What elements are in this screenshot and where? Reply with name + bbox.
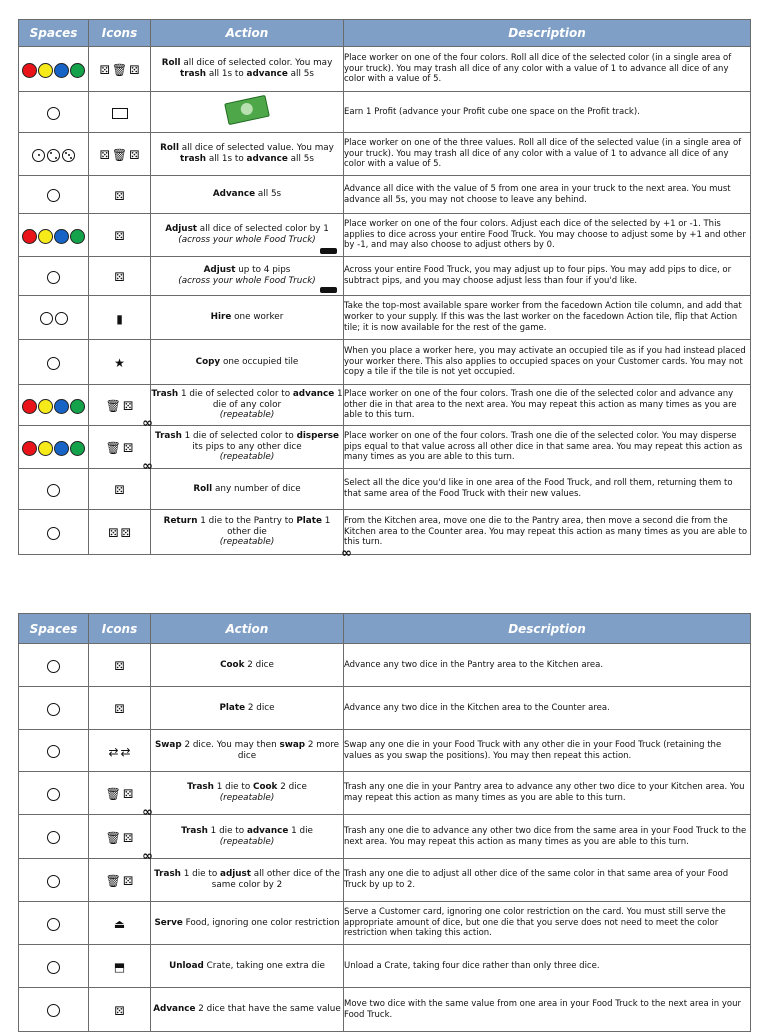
spaces-cell xyxy=(19,902,89,945)
red-space-icon xyxy=(22,229,37,244)
spaces-cell xyxy=(19,296,89,340)
icons-cell xyxy=(89,859,151,902)
red-space-icon xyxy=(22,63,37,78)
worker-icon: ▮ xyxy=(116,311,123,326)
table-row xyxy=(19,815,751,859)
advance-dice-icon: ⚄ xyxy=(129,63,140,77)
table-row xyxy=(19,687,751,730)
green-space-icon xyxy=(70,63,85,78)
icons-cell xyxy=(89,469,151,510)
table-row xyxy=(19,214,751,257)
disperse-die-icon: ⚄ xyxy=(122,441,134,455)
action-cell: Adjust all dice of selected color by 1 (across your whole Food Truck) xyxy=(151,214,344,257)
action-cell: Advance all 5s xyxy=(151,176,344,214)
die-value-3-icon xyxy=(62,149,75,162)
icons-cell xyxy=(89,257,151,296)
icons-cell xyxy=(89,902,151,945)
repeatable-infinity-icon: ∞ xyxy=(142,849,153,864)
icons-cell xyxy=(89,815,153,864)
header-action: Action xyxy=(151,20,344,47)
table-row xyxy=(19,945,751,988)
action-cell: Trash 1 die of selected color to disperse its pips to any other dice (repeatable) xyxy=(151,426,344,469)
repeatable-infinity-icon: ∞ xyxy=(142,805,153,820)
trash-icon: 🗑 xyxy=(111,148,128,162)
red-space-icon xyxy=(22,399,37,414)
action-cell: Swap 2 dice. You may then swap 2 more dice xyxy=(151,730,344,772)
icons-cell xyxy=(89,92,151,133)
advance-dice-icon: ⚄ xyxy=(114,1003,125,1018)
description-cell: Earn 1 Profit (advance your Profit cube one space on the Profit track). xyxy=(344,92,751,133)
adjust-die-icon: ⚄ xyxy=(114,270,125,284)
copy-star-icon: ★ xyxy=(114,356,125,370)
empty-space-icon xyxy=(55,312,68,325)
roll-dice-icon: ⚄ xyxy=(99,63,110,77)
empty-space-icon xyxy=(47,788,60,801)
action-cell: Roll any number of dice xyxy=(151,469,344,510)
description-cell: Place worker on one of the four colors. Roll all dice of the selected color (in a single area of your truck). You may trash all dice of any color with a value of 1 to advance all dice of any color with a value of 5. xyxy=(344,47,751,92)
spaces-cell xyxy=(19,772,89,815)
cook-dice-icon: ⚄ xyxy=(122,787,134,801)
icons-cell xyxy=(89,687,151,730)
action-cell: Trash 1 die to Cook 2 dice (repeatable) xyxy=(151,772,344,815)
description-cell: Place worker on one of the four colors. Adjust each dice of the selected by +1 or -1. This applies to dice across your entire Food Truck. You may choose to adjust some by +1 and other by -1, and may also choose to adjust others by 0. xyxy=(344,214,751,257)
action-cell: Advance 2 dice that have the same value xyxy=(151,988,344,1032)
empty-space-icon xyxy=(47,918,60,931)
table-row xyxy=(19,730,751,772)
die-value-2-icon xyxy=(47,149,60,162)
description-cell: Place worker on one of the four colors. Trash one die of the selected color and advance any other die in that area to the next area. You may repeat this action as many times as you are able to this turn. xyxy=(344,385,751,426)
action-cell: Serve Food, ignoring one color restriction xyxy=(151,902,344,945)
green-space-icon xyxy=(70,399,85,414)
header-icons: Icons xyxy=(89,20,151,47)
icons-cell xyxy=(89,47,151,92)
action-cell: Unload Crate, taking one extra die xyxy=(151,945,344,988)
trash-icon: 🗑 xyxy=(111,63,128,77)
action-cell: Trash 1 die to advance 1 die (repeatable) xyxy=(151,815,344,859)
table-row xyxy=(19,340,751,385)
spaces-cell xyxy=(19,340,89,385)
blue-space-icon xyxy=(54,399,69,414)
swap-dice-icon: ⇄ xyxy=(120,744,131,759)
spaces-cell xyxy=(19,687,89,730)
adjust-die-icon: ⚄ xyxy=(114,229,125,243)
adjust-die-icon: ⚄ xyxy=(122,874,134,888)
header-spaces: Spaces xyxy=(19,20,89,47)
spaces-cell xyxy=(19,92,89,133)
description-cell: Place worker on one of the four colors. Trash one die of the selected color. You may disperse pips equal to that value across all other dice in that same area. You may repeat this action as many times as you are able to this turn. xyxy=(344,426,751,469)
blue-space-icon xyxy=(54,229,69,244)
spaces-cell xyxy=(19,945,89,988)
action-reference-table-1 xyxy=(18,19,751,561)
empty-space-icon xyxy=(47,484,60,497)
cash-icon xyxy=(112,108,128,119)
roll-dice-icon: ⚄ xyxy=(99,148,110,162)
description-cell: Advance any two dice in the Pantry area to the Kitchen area. xyxy=(344,644,751,687)
icons-cell xyxy=(89,340,151,385)
action-cell xyxy=(151,92,344,133)
spaces-cell xyxy=(19,469,89,510)
empty-space-icon xyxy=(47,107,60,120)
action-cell: Copy one occupied tile xyxy=(151,340,344,385)
icons-cell xyxy=(89,730,151,772)
plate-die-icon: ⚄ xyxy=(120,526,131,540)
table-row xyxy=(19,859,751,902)
table-row xyxy=(19,772,751,815)
header-action: Action xyxy=(151,614,344,644)
blue-space-icon xyxy=(54,441,69,456)
action-cell: Return 1 die to the Pantry to Plate 1 other die (repeatable) ∞ xyxy=(151,510,344,555)
yellow-space-icon xyxy=(38,399,53,414)
green-space-icon xyxy=(70,229,85,244)
repeatable-infinity-icon: ∞ xyxy=(142,459,153,474)
icons-cell xyxy=(89,133,151,176)
icons-cell xyxy=(89,945,151,988)
trash-icon: 🗑 xyxy=(105,787,121,801)
description-cell: Advance all dice with the value of 5 from one area in your truck to the next area. You must advance all 5s, you may not choose to leave any behind. xyxy=(344,176,751,214)
table-row xyxy=(19,902,751,945)
spaces-cell xyxy=(19,257,89,296)
return-die-icon: ⚄ xyxy=(108,526,119,540)
trash-icon: 🗑 xyxy=(105,830,121,845)
empty-space-icon xyxy=(47,1004,60,1017)
cook-dice-icon: ⚄ xyxy=(114,659,125,673)
trash-icon: 🗑 xyxy=(105,399,121,413)
spaces-cell xyxy=(19,133,89,176)
yellow-space-icon xyxy=(38,441,53,456)
description-cell: Serve a Customer card, ignoring one color restriction on the card. You must still serve the appropriate amount of dice, but one die that you serve does not need to meet the color restriction when taking this action. xyxy=(344,902,751,945)
table-row xyxy=(19,296,751,340)
food-truck-icon xyxy=(320,287,337,293)
crate-icon: ⬒ xyxy=(113,960,126,974)
advance-dice-icon: ⚄ xyxy=(122,399,134,413)
money-icon xyxy=(224,95,270,125)
spaces-cell xyxy=(19,385,89,426)
header-description: Description xyxy=(344,20,751,47)
table-row xyxy=(19,92,751,133)
spaces-cell xyxy=(19,859,89,902)
description-cell: Advance any two dice in the Kitchen area to the Counter area. xyxy=(344,687,751,730)
plate-dice-icon: ⚄ xyxy=(114,702,125,716)
empty-space-icon xyxy=(47,660,60,673)
empty-space-icon xyxy=(47,831,60,844)
trash-icon: 🗑 xyxy=(105,874,121,888)
description-cell: Unload a Crate, taking four dice rather than only three dice. xyxy=(344,945,751,988)
action-reference-table-2 xyxy=(18,613,751,1032)
empty-space-icon xyxy=(47,357,60,370)
action-cell: Cook 2 dice xyxy=(151,644,344,687)
action-cell: Adjust up to 4 pips (across your whole Food Truck) xyxy=(151,257,344,296)
spaces-cell xyxy=(19,730,89,772)
description-cell: Trash any one die to adjust all other dice of the same color in that same area of your Food Truck by up to 2. xyxy=(344,859,751,902)
yellow-space-icon xyxy=(38,229,53,244)
action-cell: Roll all dice of selected value. You may trash all 1s to advance all 5s xyxy=(151,133,344,176)
description-cell: From the Kitchen area, move one die to the Pantry area, then move a second die from the Kitchen area to the Counter area. You may repeat this action as many times as you are able to this turn. xyxy=(344,510,751,555)
table-header-row xyxy=(19,20,751,47)
serve-icon: ⏏ xyxy=(113,917,126,931)
description-cell: Move two dice with the same value from one area in your Food Truck to the next area in your Food Truck. xyxy=(344,988,751,1032)
action-cell: Trash 1 die of selected color to advance 1 die of any color (repeatable) xyxy=(151,385,344,426)
description-cell: Swap any one die in your Food Truck with any other die in your Food Truck (retaining the values as you swap the positions). You may then repeat this action. xyxy=(344,730,751,772)
action-cell: Trash 1 die to adjust all other dice of the same color by 2 xyxy=(151,859,344,902)
die-value-1-icon xyxy=(32,149,45,162)
table-row xyxy=(19,47,751,92)
repeatable-infinity-icon: ∞ xyxy=(341,546,352,561)
table-row xyxy=(19,176,751,214)
table-row xyxy=(19,385,751,426)
action-cell: Roll all dice of selected color. You may trash all 1s to advance all 5s xyxy=(151,47,344,92)
table-row xyxy=(19,469,751,510)
icons-cell xyxy=(89,772,153,820)
icons-cell xyxy=(89,176,151,214)
description-cell: Across your entire Food Truck, you may adjust up to four pips. You may add pips to dice, or subtract pips, and you may choose adjust less than four if you'd like. xyxy=(344,257,751,296)
repeatable-infinity-icon: ∞ xyxy=(142,416,153,431)
spaces-cell xyxy=(19,47,89,92)
description-cell: Trash any one die in your Pantry area to advance any other two dice to your Kitchen area. You may repeat this action as many times as you are able to this turn. xyxy=(344,772,751,815)
spaces-cell xyxy=(19,176,89,214)
empty-space-icon xyxy=(47,271,60,284)
blue-space-icon xyxy=(54,63,69,78)
spaces-cell xyxy=(19,988,89,1032)
icons-cell xyxy=(89,988,151,1032)
swap-dice-icon: ⇄ xyxy=(108,744,119,759)
spaces-cell xyxy=(19,510,89,555)
green-space-icon xyxy=(70,441,85,456)
red-space-icon xyxy=(22,441,37,456)
empty-space-icon xyxy=(47,527,60,540)
action-cell: Hire one worker xyxy=(151,296,344,340)
description-cell: Place worker on one of the three values. Roll all dice of the selected value (in a single area of your truck). You may trash all dice of any color with a value of 1 to advance all dice of any color with a value of 5. xyxy=(344,133,751,176)
empty-space-icon xyxy=(47,875,60,888)
action-cell: Plate 2 dice xyxy=(151,687,344,730)
roll-dice-icon: ⚄ xyxy=(114,483,125,497)
advance-dice-icon: ⚄ xyxy=(122,830,134,845)
spaces-cell xyxy=(19,426,89,469)
icons-cell xyxy=(89,296,151,340)
empty-space-icon xyxy=(47,703,60,716)
yellow-space-icon xyxy=(38,63,53,78)
description-cell: Select all the dice you'd like in one area of the Food Truck, and roll them, returning them to that same area of the Food Truck with their new values. xyxy=(344,469,751,510)
advance-dice-icon: ⚄ xyxy=(129,148,140,162)
empty-space-icon xyxy=(47,745,60,758)
icons-cell xyxy=(89,214,151,257)
table-row xyxy=(19,426,751,469)
empty-space-icon xyxy=(40,312,53,325)
icons-cell xyxy=(89,385,153,431)
table-row xyxy=(19,644,751,687)
description-cell: Trash any one die to advance any other two dice from the same area in your Food Truck to the next area. You may repeat this action as many times as you are able to this turn. xyxy=(344,815,751,859)
icons-cell xyxy=(89,510,151,555)
table-row xyxy=(19,257,751,296)
header-spaces: Spaces xyxy=(19,614,89,644)
spaces-cell xyxy=(19,644,89,687)
table-row xyxy=(19,988,751,1032)
description-cell: Take the top-most available spare worker from the facedown Action tile column, and add that worker to your supply. If this was the last worker on the facedown Action tile, flip that Action tile; it is now available for the rest of the game. xyxy=(344,296,751,340)
header-icons: Icons xyxy=(89,614,151,644)
header-description: Description xyxy=(344,614,751,644)
empty-space-icon xyxy=(47,961,60,974)
food-truck-icon xyxy=(320,248,337,254)
trash-icon: 🗑 xyxy=(105,441,121,455)
spaces-cell xyxy=(19,214,89,257)
description-cell: When you place a worker here, you may activate an occupied tile as if you had instead placed your worker there. This also applies to occupied spaces on your Customer cards. You may not copy a tile if the tile is not yet occupied. xyxy=(344,340,751,385)
table-row xyxy=(19,133,751,176)
spaces-cell xyxy=(19,815,89,859)
advance-dice-icon: ⚄ xyxy=(114,188,125,203)
icons-cell xyxy=(89,426,153,474)
empty-space-icon xyxy=(47,189,60,202)
table-row xyxy=(19,510,751,555)
icons-cell xyxy=(89,644,151,687)
table-header-row xyxy=(19,614,751,644)
